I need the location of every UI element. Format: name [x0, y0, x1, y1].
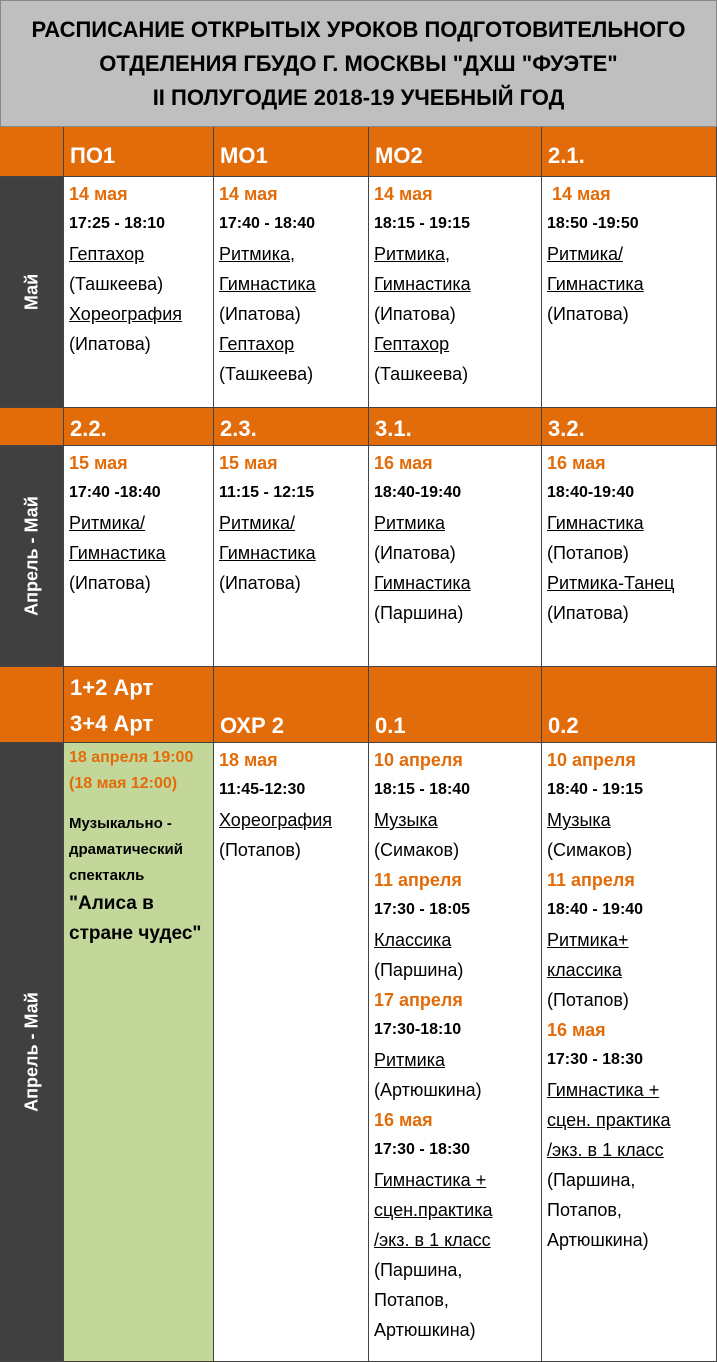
header-corner [0, 127, 64, 177]
group-label: ОХР 2 [220, 713, 284, 738]
lesson-cell [214, 743, 369, 1362]
period-label [0, 446, 64, 667]
lesson-date: 10 апреля [374, 750, 463, 770]
header-corner [0, 408, 64, 446]
period-text: Апрель - Май [21, 496, 41, 616]
lesson-date: 14 мая [374, 184, 433, 204]
lesson-date: 14 мая [547, 184, 611, 204]
period-text: Апрель - Май [21, 992, 41, 1112]
lesson-cell-performance [64, 743, 214, 1362]
header-corner [0, 667, 64, 743]
lesson-teacher: (Паршина, [547, 1170, 636, 1190]
group-header [64, 127, 214, 177]
lesson-time: 17:25 - 18:10 [69, 215, 166, 232]
lesson-teacher: (Ипатова) [374, 304, 456, 324]
group-header [214, 408, 369, 446]
lesson-teacher: (Потапов) [219, 840, 301, 860]
group-header [214, 127, 369, 177]
lesson-time: 18:15 - 19:15 [374, 215, 471, 232]
lesson-subject: Гимнастика [374, 274, 471, 294]
lesson-teacher: (Артюшкина) [374, 1080, 482, 1100]
group-label: МО2 [375, 143, 423, 168]
lesson-date: 11 апреля [547, 870, 635, 890]
lesson-subject: Гептахор [69, 244, 145, 264]
lesson-subject: сцен.практика [374, 1200, 493, 1220]
lesson-subject: Ритмика [374, 513, 446, 533]
lesson-subject: Гимнастика [547, 513, 644, 533]
lesson-time: 18:50 -19:50 [547, 215, 639, 232]
performance-genre: Музыкально - [69, 815, 172, 832]
lesson-teacher: (Паршина) [374, 603, 464, 623]
lesson-subject: Гимнастика [69, 543, 166, 563]
lesson-teacher: (Паршина) [374, 960, 464, 980]
lesson-teacher: (Ташкеева) [374, 364, 469, 384]
lesson-cell [369, 446, 542, 667]
lesson-subject: Гимнастика [374, 573, 471, 593]
lesson-date-alt: (18 мая 12:00) [69, 775, 178, 792]
lesson-time: 11:15 - 12:15 [219, 484, 315, 501]
lesson-teacher: (Ташкеева) [219, 364, 314, 384]
lesson-date: 11 апреля [374, 870, 462, 890]
lesson-cell [64, 177, 214, 408]
lesson-time: 11:45-12:30 [219, 781, 306, 798]
lesson-cell [542, 743, 717, 1362]
lesson-teacher: (Паршина, [374, 1260, 463, 1280]
title-line-2: ОТДЕЛЕНИЯ ГБУДО Г. МОСКВЫ "ДХШ "ФУЭТЕ" [99, 50, 618, 76]
lesson-subject: Гимнастика + [374, 1170, 487, 1190]
lesson-time: 18:40 - 19:15 [547, 781, 644, 798]
lesson-time: 18:40-19:40 [547, 484, 635, 501]
lesson-subject: Гимнастика [219, 274, 316, 294]
lesson-date: 17 апреля [374, 990, 463, 1010]
lesson-time: 18:40 - 19:40 [547, 901, 644, 918]
group-header [542, 127, 717, 177]
lesson-teacher: (Ташкеева) [69, 274, 164, 294]
lesson-subject: Гимнастика [219, 543, 316, 563]
lesson-subject: Ритмика, [219, 244, 296, 264]
group-header [64, 667, 214, 743]
group-header [369, 667, 542, 743]
lesson-teacher: (Ипатова) [69, 334, 151, 354]
performance-title: "Алиса в [69, 893, 154, 914]
lesson-teacher: Артюшкина) [374, 1320, 476, 1340]
title-line-3: II ПОЛУГОДИЕ 2018-19 УЧЕБНЫЙ ГОД [152, 84, 565, 110]
lesson-subject: сцен. практика [547, 1110, 671, 1130]
lesson-time: 18:15 - 18:40 [374, 781, 471, 798]
lesson-subject: /экз. в 1 класс [374, 1230, 491, 1250]
group-header [369, 408, 542, 446]
lesson-teacher: (Ипатова) [547, 304, 629, 324]
group-header [369, 127, 542, 177]
spacer [69, 797, 213, 811]
lesson-date: 16 мая [547, 453, 606, 473]
lesson-time: 17:30 - 18:05 [374, 901, 471, 918]
lesson-teacher: Потапов, [374, 1290, 449, 1310]
period-text: Май [21, 273, 41, 311]
lesson-cell [542, 177, 717, 408]
lesson-date: 15 мая [219, 453, 278, 473]
lesson-time: 17:30 - 18:30 [547, 1051, 644, 1068]
group-header [542, 408, 717, 446]
lesson-subject: Ритмика, [374, 244, 451, 264]
group-header [64, 408, 214, 446]
group-label: МО1 [220, 143, 268, 168]
group-label: 0.1 [375, 713, 406, 738]
lesson-subject: Гимнастика + [547, 1080, 660, 1100]
lesson-subject: Ритмика+ [547, 930, 629, 950]
lesson-subject: классика [547, 960, 622, 980]
group-label: 0.2 [548, 713, 579, 738]
lesson-cell [214, 177, 369, 408]
lesson-date: 15 мая [69, 453, 128, 473]
lesson-time: 18:40-19:40 [374, 484, 462, 501]
lesson-date: 16 мая [374, 453, 433, 473]
lesson-subject: Ритмика/ [219, 513, 296, 533]
lesson-teacher: (Ипатова) [219, 573, 301, 593]
group-label: 3.1. [375, 416, 412, 441]
group-label: 2.2. [70, 416, 107, 441]
group-header [542, 667, 717, 743]
lesson-teacher: (Симаков) [374, 840, 460, 860]
group-label: 3.2. [548, 416, 585, 441]
lesson-date: 18 апреля 19:00 [69, 749, 194, 766]
period-label [0, 743, 64, 1362]
lesson-date: 16 мая [374, 1110, 433, 1130]
lesson-date: 18 мая [219, 750, 278, 770]
group-label: 2.1. [548, 143, 585, 168]
lesson-subject: Гептахор [374, 334, 450, 354]
lesson-cell [369, 743, 542, 1362]
lesson-teacher: (Ипатова) [374, 543, 456, 563]
lesson-teacher: Артюшкина) [547, 1230, 649, 1250]
performance-title: стране чудес" [69, 923, 202, 944]
lesson-teacher: (Симаков) [547, 840, 633, 860]
lesson-subject: Ритмика/ [69, 513, 146, 533]
lesson-subject: Классика [374, 930, 452, 950]
lesson-subject: Хореография [219, 810, 333, 830]
lesson-date: 14 мая [219, 184, 278, 204]
lesson-teacher: Потапов, [547, 1200, 622, 1220]
lesson-teacher: (Ипатова) [219, 304, 301, 324]
lesson-subject: Ритмика-Танец [547, 573, 675, 593]
page-title [0, 0, 717, 127]
performance-genre: спектакль [69, 867, 145, 884]
lesson-cell [542, 446, 717, 667]
lesson-cell [369, 177, 542, 408]
lesson-date: 16 мая [547, 1020, 606, 1040]
lesson-time: 17:30 - 18:30 [374, 1141, 471, 1158]
lesson-time: 17:40 - 18:40 [219, 215, 316, 232]
lesson-teacher: (Потапов) [547, 990, 629, 1010]
lesson-subject: Музыка [547, 810, 611, 830]
lesson-subject: Гимнастика [547, 274, 644, 294]
lesson-time: 17:40 -18:40 [69, 484, 161, 501]
group-label: ПО1 [70, 143, 116, 168]
lesson-date: 10 апреля [547, 750, 636, 770]
lesson-subject: Хореография [69, 304, 183, 324]
lesson-subject: Музыка [374, 810, 438, 830]
lesson-subject: Ритмика/ [547, 244, 624, 264]
lesson-subject: Гептахор [219, 334, 295, 354]
group-label: 1+2 Арт 3+4 Арт [70, 675, 154, 736]
group-header [214, 667, 369, 743]
lesson-teacher: (Ипатова) [547, 603, 629, 623]
title-line-1: РАСПИСАНИЕ ОТКРЫТЫХ УРОКОВ ПОДГОТОВИТЕЛЬНОГО [31, 16, 686, 42]
lesson-subject: /экз. в 1 класс [547, 1140, 664, 1160]
lesson-cell [214, 446, 369, 667]
lesson-teacher: (Ипатова) [69, 573, 151, 593]
performance-genre: драматический [69, 841, 183, 858]
lesson-cell [64, 446, 214, 667]
lesson-subject: Ритмика [374, 1050, 446, 1070]
lesson-time: 17:30-18:10 [374, 1021, 462, 1038]
lesson-date: 14 мая [69, 184, 128, 204]
group-label: 2.3. [220, 416, 257, 441]
lesson-teacher: (Потапов) [547, 543, 629, 563]
period-label [0, 177, 64, 408]
